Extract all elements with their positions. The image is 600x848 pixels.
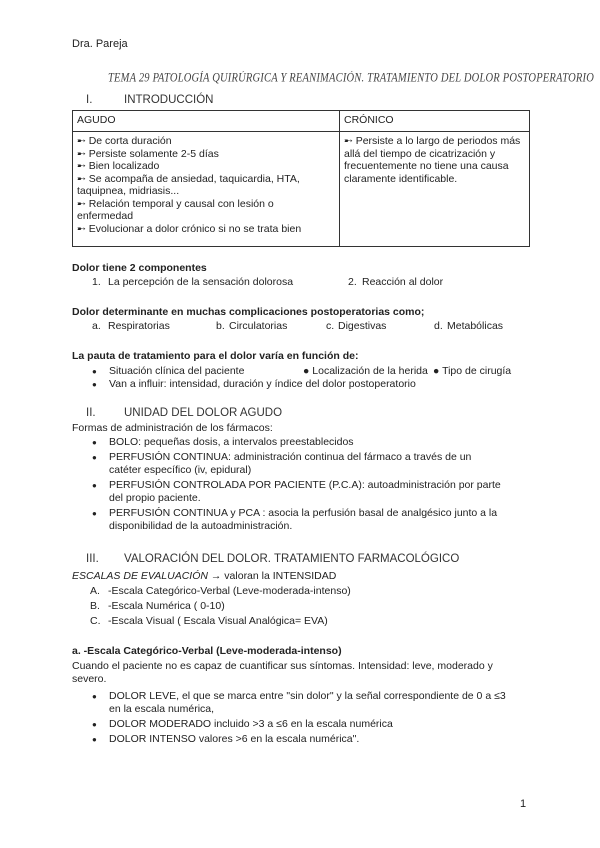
list-item: [88, 436, 528, 449]
pauta-list: [88, 365, 528, 391]
item-line: en la escala numérica,: [109, 703, 215, 715]
list-item: Respiratorias: [108, 320, 170, 332]
list-item: Metabólicas: [447, 320, 504, 332]
agudo-line: ➸ Se acompaña de ansiedad, taquicardia, HTA,: [77, 172, 300, 185]
page-number: 1: [520, 798, 527, 810]
paragraph-line: Cuando el paciente no es capaz de cuantificar sus síntomas. Intensidad: leve, moderado y: [72, 660, 493, 672]
table-header-cronico: CRÓNICO: [340, 111, 530, 132]
list-item: Digestivas: [338, 320, 387, 332]
table-cell-cronico: [340, 132, 530, 247]
list-item: -Escala Visual ( Escala Visual Analógica= EVA): [108, 615, 328, 627]
section-3-heading: [86, 553, 459, 566]
subsection-a-heading: a. -Escala Categórico-Verbal (Leve-moderada-intenso): [72, 645, 342, 657]
intensity-list: [88, 690, 528, 746]
agudo-line: ➸ De corta duración: [77, 135, 172, 147]
table-header-agudo: AGUDO: [73, 111, 340, 132]
list-item: -Escala Categórico-Verbal (Leve-moderada-intenso): [108, 585, 351, 597]
item-line: del propio paciente.: [109, 492, 201, 504]
list-item: Circulatorias: [229, 320, 288, 332]
comparison-table: [72, 110, 530, 247]
agudo-line: ➸ Relación temporal y causal con lesión o: [77, 197, 274, 210]
page-header: Dra. Pareja: [72, 38, 128, 50]
list-item: [88, 733, 528, 746]
pauta-item: ● Tipo de cirugía: [433, 365, 512, 377]
agudo-line: ➸ Bien localizado: [77, 160, 160, 172]
list-item: [88, 365, 528, 378]
paragraph-line: severo.: [72, 673, 107, 685]
cronico-line: claramente identificable.: [344, 172, 458, 185]
administration-list: [88, 436, 528, 533]
section-title: VALORACIÓN DEL DOLOR. TRATAMIENTO FARMACOLÓGICO: [124, 553, 460, 565]
pauta-item: ● Localización de la herida: [303, 365, 428, 377]
list-marker: A.: [90, 585, 100, 597]
item-line: BOLO: pequeñas dosis, a intervalos preestablecidos: [109, 436, 354, 448]
agudo-line: ➸ Evolucionar a dolor crónico si no se trata bien: [77, 222, 302, 235]
cronico-line: allá del tiempo de cicatrización y: [344, 147, 496, 160]
subsection-a-paragraph: [72, 660, 493, 686]
table-cell-agudo: [73, 132, 340, 247]
item-line: catéter específico (iv, epidural): [109, 464, 252, 476]
section-1-heading: [86, 94, 213, 107]
pauta-heading: La pauta de tratamiento para el dolor varía en función de:: [72, 350, 359, 362]
pauta-item: Situación clínica del paciente: [109, 365, 245, 377]
list-item: [88, 507, 528, 533]
item-line: PERFUSIÓN CONTINUA y PCA : asocia la perfusión basal de analgésico junto a la: [109, 507, 498, 519]
item-line: DOLOR MODERADO incluido >3 a ≤6 en la escala numérica: [109, 718, 393, 730]
list-item: [88, 718, 528, 731]
cronico-line: frecuentemente no tiene una causa: [344, 160, 509, 172]
item-line: PERFUSIÓN CONTROLADA POR PACIENTE (P.C.A): autoadministración por parte: [109, 479, 501, 491]
item-line: DOLOR LEVE, el que se marca entre "sin dolor" y la señal correspondiente de 0 a ≤3: [109, 690, 506, 702]
section-number: II.: [86, 407, 96, 419]
agudo-line: taquipnea, midriasis...: [77, 185, 180, 197]
list-marker: a.: [92, 320, 101, 332]
list-marker: 2.: [348, 276, 357, 288]
section-title: UNIDAD DEL DOLOR AGUDO: [124, 407, 283, 419]
complications-heading: Dolor determinante en muchas complicaciones postoperatorias como;: [72, 306, 425, 318]
item-line: disponibilidad de la autoadministración.: [109, 520, 293, 532]
scales-italic: ESCALAS DE EVALUACIÓN: [72, 570, 208, 582]
list-marker: d.: [434, 320, 443, 332]
list-item: La percepción de la sensación dolorosa: [108, 276, 294, 288]
item-line: PERFUSIÓN CONTINUA: administración continua del fármaco a través de un: [109, 451, 472, 463]
agudo-line: ➸ Persiste solamente 2-5 días: [77, 147, 219, 160]
scales-rest: → valoran la INTENSIDAD: [207, 570, 337, 582]
list-item: [88, 451, 528, 477]
agudo-line: enfermedad: [77, 210, 134, 222]
list-item: Reacción al dolor: [362, 276, 444, 288]
list-marker: B.: [90, 600, 100, 612]
list-marker: c.: [326, 320, 335, 332]
pauta-item: Van a influir: intensidad, duración y índice del dolor postoperatorio: [109, 378, 416, 390]
list-item: -Escala Numérica ( 0-10): [108, 600, 225, 612]
section-2-heading: [86, 407, 282, 420]
list-marker: b.: [216, 320, 225, 332]
list-item: [88, 690, 528, 716]
scales-intro: [72, 570, 336, 583]
section-number: III.: [86, 553, 99, 565]
document-title: TEMA 29 PATOLOGÍA QUIRÚRGICA Y REANIMACIÓN. TRATAMIENTO DEL DOLOR POSTOPERATORIO: [108, 72, 594, 85]
section-number: I.: [86, 94, 93, 106]
list-item: [88, 378, 528, 391]
list-marker: 1.: [92, 276, 101, 288]
cronico-line: ➸ Persiste a lo largo de periodos más: [344, 135, 521, 147]
section-2-intro: Formas de administración de los fármacos:: [72, 422, 273, 434]
section-title: INTRODUCCIÓN: [124, 94, 214, 106]
list-marker: C.: [90, 615, 101, 627]
components-heading: Dolor tiene 2 componentes: [72, 262, 207, 274]
item-line: DOLOR INTENSO valores >6 en la escala numérica".: [109, 733, 360, 745]
list-item: [88, 479, 528, 505]
